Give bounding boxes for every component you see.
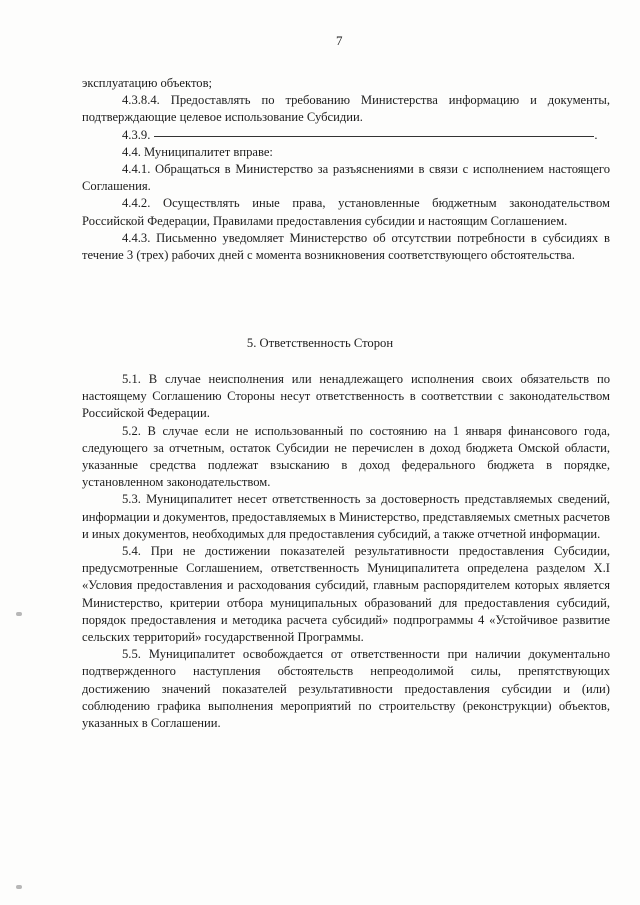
paragraph: 5.2. В случае если не использованный по состоянию на 1 января финансового года, следующего за отчетным, остаток Субсидии не перечислен в доход бюджета Омской области, указанные средства подлежат взысканию в доход федерального бюджета в порядке, установленном законодательством. <box>82 423 610 490</box>
paragraph: 4.4. Муниципалитет вправе: <box>122 144 273 159</box>
section-5-body <box>82 371 610 732</box>
paragraph-blank-item: 4.3.9. . <box>122 127 598 142</box>
paragraph: 5.1. В случае неисполнения или ненадлежащего исполнения своих обязательств по настоящему Соглашению Стороны несут ответственность в соответствии с законодательством Российской Федерации. <box>82 372 610 421</box>
section-title: 5. Ответственность Сторон <box>246 336 394 350</box>
paragraph: 4.4.2. Осуществлять иные права, установленные бюджетным законодательством Российской Федерации, Правилами предоставления субсидии и настоящим Соглашением. <box>82 196 610 228</box>
paragraph: 4.4.3. Письменно уведомляет Министерство об отсутствии потребности в субсидиях в течение 3 (трех) рабочих дней с момента возникновения соответствующего обстоятельства. <box>82 230 610 263</box>
paragraph: эксплуатацию объектов; <box>82 76 213 90</box>
scan-mark <box>16 612 22 616</box>
paragraph: 5.3. Муниципалитет несет ответственность за достоверность представляемых сведений, информации и документов, предоставляемых в Министерство, представляемых сметных расчетов и иных документов, необходимых для предоставления субсидий, а также отчетной информации. <box>82 492 610 541</box>
paragraph: 4.4.1. Обращаться в Министерство за разъяснениями в связи с исполнением настоящего Соглашения. <box>82 162 610 194</box>
item-number: 4.3.9. <box>122 127 151 142</box>
section-4-continuation <box>82 75 610 264</box>
paragraph: 4.3.8.4. Предоставлять по требованию Министерства информацию и документы, подтверждающие целевое использование Субсидии. <box>82 93 610 125</box>
paragraph: 5.4. При не достижении показателей результативности предоставления Субсидии, предусмотренные Соглашением, ответственность Муниципалитета определена разделом X.I «Условия предоставления и расходования субсидий, главным распорядителем которых является Министерство, критерии отбора муниципальных образований для предоставления субсидий, порядок предоставления и методика расчета субсидий» подпрограммы 4 «Устойчивое развитие сельских территорий» государственной Программы. <box>82 544 610 645</box>
blank-fill-line <box>154 136 594 137</box>
scan-mark <box>16 885 22 889</box>
page-number: 7 <box>336 33 343 48</box>
paragraph: 5.5. Муниципалитет освобождается от ответственности при наличии документально подтвержденного наступления обстоятельств непреодолимой силы, препятствующих достижению значений показателей результативности предоставления субсидии и (или) соблюдению графика выполнения мероприятий по строительству (реконструкции) объектов, указанных в Соглашении. <box>82 647 610 731</box>
